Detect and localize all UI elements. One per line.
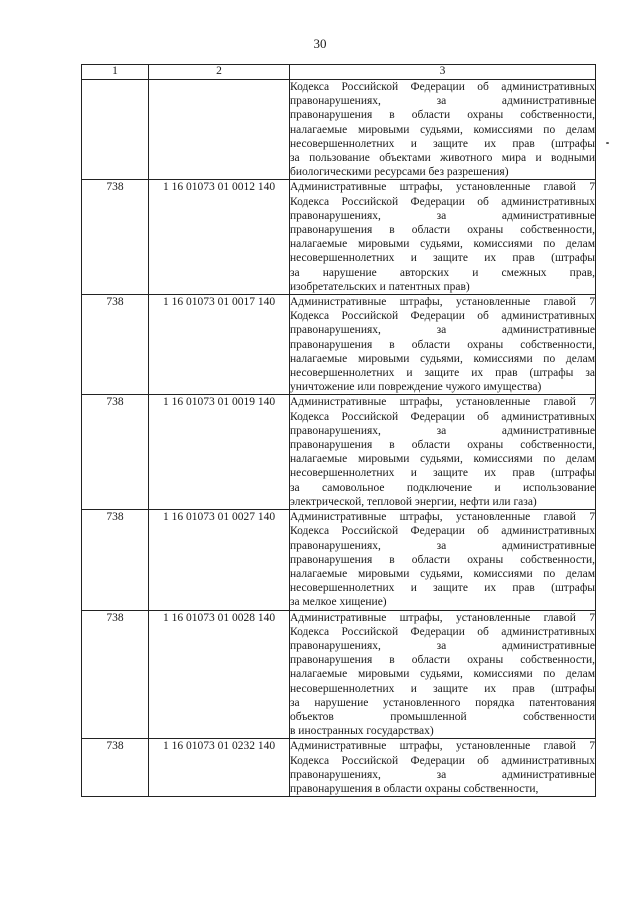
table-row [82,610,596,739]
description-line: Административные штрафы, установленные главой 7 [290,296,595,309]
budget-code-cell: 1 16 01073 01 0012 140 [149,180,290,295]
table-row [82,395,596,510]
description-line: Административные штрафы, установленные главой 7 [290,396,595,409]
description-cell [290,180,596,295]
table-header-row [82,65,596,80]
row-number-cell: 738 [82,180,149,295]
description-line: Административные штрафы, установленные главой 7 [290,511,595,524]
description-line: правонарушениях, за административные [290,768,595,781]
budget-code-cell: 1 16 01073 01 0019 140 [149,395,290,510]
description-cell [290,510,596,610]
description-line: Кодекса Российской Федерации об административных [290,754,595,767]
description-cell [290,395,596,510]
description-line: в иностранных государствах) [290,725,434,738]
row-number-cell: 738 [82,610,149,739]
description-line: за пользование объектами животного мира и водными [290,152,595,165]
description-line: налагаемые мировыми судьями, комиссиями по делам [290,668,595,681]
description-line: за мелкое хищение) [290,596,387,609]
description-line: несовершеннолетних и защите их прав (штрафы [290,137,595,150]
description-line: налагаемые мировыми судьями, комиссиями по делам [290,352,595,365]
table-row [82,295,596,395]
description-line: несовершеннолетних и защите их прав (штрафы [290,252,595,265]
description-line: несовершеннолетних и защите их прав (штрафы за [290,367,595,380]
description-line: несовершеннолетних и защите их прав (штрафы [290,682,595,695]
description-line: Административные штрафы, установленные главой 7 [290,611,595,624]
description-line: Кодекса Российской Федерации об административных [290,625,595,638]
description-line: электрической, тепловой энергии, нефти или газа) [290,495,537,508]
budget-code-cell: 1 16 01073 01 0017 140 [149,295,290,395]
description-line: правонарушениях, за административные [290,95,595,108]
description-line: правонарушения в области охраны собственности, [290,338,595,351]
description-line: правонарушениях, за административные [290,424,595,437]
table-row [82,180,596,295]
description-line: налагаемые мировыми судьями, комиссиями по делам [290,238,595,251]
description-line: правонарушениях, за административные [290,639,595,652]
budget-code-cell: 1 16 01073 01 0027 140 [149,510,290,610]
description-line: за самовольное подключение и использование [290,481,595,494]
description-line: правонарушениях, за административные [290,209,595,222]
description-line: Административные штрафы, установленные главой 7 [290,740,595,753]
scan-speck [606,142,609,144]
header-col-2: 2 [149,65,290,80]
description-line: правонарушения в области охраны собственности, [290,782,539,795]
description-line: несовершеннолетних и защите их прав (штрафы [290,582,595,595]
table-row [82,739,596,797]
description-line: объектов промышленной собственности [290,710,595,723]
row-number-cell: 738 [82,395,149,510]
table-row [82,510,596,610]
description-line: правонарушения в области охраны собственности, [290,654,595,667]
description-cell [290,739,596,797]
budget-code-cell: 1 16 01073 01 0028 140 [149,610,290,739]
description-line: несовершеннолетних и защите их прав (штрафы [290,467,595,480]
description-line: Административные штрафы, установленные главой 7 [290,181,595,194]
description-line: налагаемые мировыми судьями, комиссиями по делам [290,567,595,580]
description-line: изобретательских и патентных прав) [290,280,470,293]
description-cell [290,610,596,739]
description-line: налагаемые мировыми судьями, комиссиями по делам [290,123,595,136]
description-line: правонарушения в области охраны собственности, [290,553,595,566]
header-col-1: 1 [82,65,149,80]
description-cell [290,80,596,180]
description-line: за нарушение установленного порядка патентования [290,696,595,709]
table-body [82,80,596,797]
description-cell [290,295,596,395]
description-line: правонарушения в области охраны собственности, [290,109,595,122]
description-line: правонарушениях, за административные [290,539,595,552]
row-number-cell [82,80,149,180]
description-line: правонарушения в области охраны собственности, [290,439,595,452]
description-line: правонарушениях, за административные [290,324,595,337]
description-line: налагаемые мировыми судьями, комиссиями по делам [290,453,595,466]
header-col-3: 3 [290,65,596,80]
description-line: Кодекса Российской Федерации об административных [290,310,595,323]
row-number-cell: 738 [82,510,149,610]
description-line: биологическими ресурсами без разрешения) [290,166,509,179]
description-line: правонарушения в области охраны собственности, [290,224,595,237]
table-row [82,80,596,180]
description-line: Кодекса Российской Федерации об административных [290,81,595,93]
budget-code-cell: 1 16 01073 01 0232 140 [149,739,290,797]
description-line: за нарушение авторских и смежных прав, [290,266,595,279]
description-line: Кодекса Российской Федерации об административных [290,410,595,423]
row-number-cell: 738 [82,295,149,395]
budget-code-cell [149,80,290,180]
page-number: 30 [313,36,327,51]
fines-table [81,64,596,797]
description-line: уничтожение или повреждение чужого имущества) [290,381,542,394]
description-line: Кодекса Российской Федерации об административных [290,525,595,538]
description-line: Кодекса Российской Федерации об административных [290,195,595,208]
row-number-cell: 738 [82,739,149,797]
